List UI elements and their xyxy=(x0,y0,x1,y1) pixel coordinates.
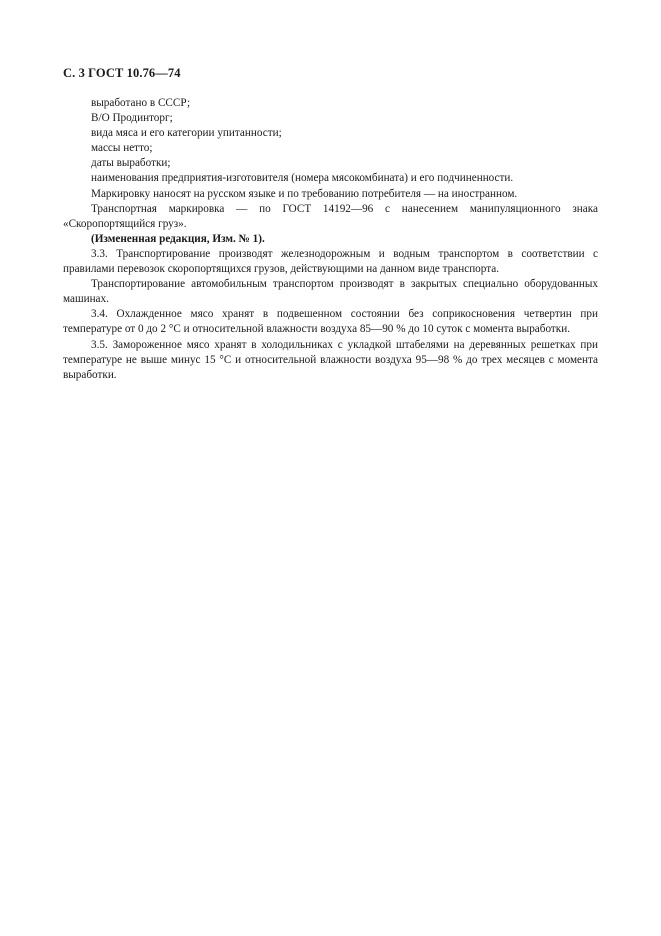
paragraph: Транспортная маркировка — по ГОСТ 14192—96 с нанесением манипуляционного знака «Скоропортящийся груз». xyxy=(63,202,598,230)
paragraph: Транспортирование автомобильным транспортом производят в закрытых специально оборудованных машинах. xyxy=(63,278,598,306)
list-item: даты выработки; xyxy=(91,157,171,170)
paragraph-3-4: 3.4. Охлажденное мясо хранят в подвешенном состоянии без соприкосновения четвертин при температуре от 0 до 2 °С и относительной влажности воздуха 85—90 % до 10 суток с момента выработки. xyxy=(63,308,598,336)
list-item: наименования предприятия-изготовителя (номера мясокомбината) и его подчиненности. xyxy=(91,172,514,185)
amendment-note: (Измененная редакция, Изм. № 1). xyxy=(91,232,265,245)
list-item: вида мяса и его категории упитанности; xyxy=(91,127,282,140)
list-item: В/О Продинторг; xyxy=(91,112,173,125)
page-header: С. 3 ГОСТ 10.76—74 xyxy=(63,66,181,80)
paragraph-3-5: 3.5. Замороженное мясо хранят в холодильниках с укладкой штабелями на деревянных решетках при температуре не выше минус 15 °С и относительной влажности воздуха 95—98 % до трех месяцев с момента выработки. xyxy=(63,338,598,381)
paragraph: Маркировку наносят на русском языке и по требованию потребителя — на иностранном. xyxy=(91,187,518,200)
paragraph-3-3: 3.3. Транспортирование производят железнодорожным и водным транспортом в соответствии с правилами перевозок скоропортящихся грузов, действующими на данном виде транспорта. xyxy=(63,247,598,276)
list-item: массы нетто; xyxy=(91,142,153,155)
list-item: выработано в СССР; xyxy=(91,97,191,109)
document-body xyxy=(63,96,598,383)
